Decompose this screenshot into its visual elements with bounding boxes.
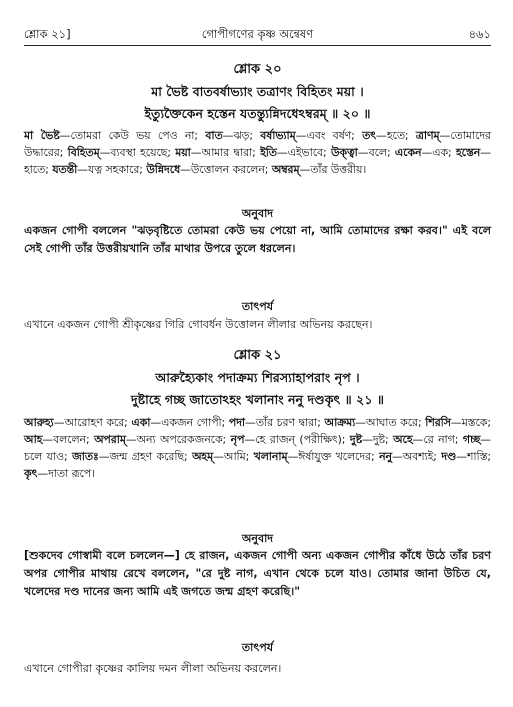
synonym-meaning: —ঈর্ষাযুক্ত খলেদের;: [287, 450, 380, 463]
header-verse-ref: শ্লোক ২১]: [24, 27, 71, 41]
synonym-meaning: —হে রাজন্ (পরীক্ষিৎ);: [244, 433, 350, 446]
synonym-meaning: —ঝড়;: [222, 129, 261, 142]
synonym-meaning: —এবং বর্ষণ;: [295, 129, 363, 142]
synonym-meaning: —বলে;: [357, 146, 395, 159]
verse-21-purport: এখানে গোপীরা কৃষ্ণের কালিয় দমন লীলা অভিনয় করলেন।: [24, 662, 282, 675]
synonym-term: শিরসি: [425, 416, 451, 429]
synonym-term: নৃপ: [230, 433, 245, 446]
synonym-term: উক্ত্বা: [331, 146, 358, 159]
verse-20-purport: এখানে একজন গোপী শ্রীকৃষ্ণের গিরি গোবর্ধন উত্তোলন লীলার অভিনয় করছেন।: [24, 318, 373, 331]
synonym-term: তৎ: [362, 129, 377, 142]
synonym-meaning: —তাঁর উত্তরীয়।: [299, 163, 367, 176]
verse-21-synonyms: [24, 414, 491, 482]
verse-21-title: শ্লোক ২১: [233, 348, 282, 363]
synonym-term: উন্নিদধে: [146, 163, 181, 176]
synonym-term: অহম্: [192, 450, 214, 463]
synonym-term: আক্রম্য: [324, 416, 356, 429]
synonym-meaning: —ব্যবস্থা হয়েছে;: [99, 146, 176, 159]
synonym-meaning: —আঘাত করে;: [355, 416, 426, 429]
synonym-term: বিহিতম্: [67, 146, 100, 159]
synonym-term: মা ভৈষ্ট: [24, 129, 60, 142]
synonym-term: বাত: [205, 129, 223, 142]
synonym-term: যতন্তী: [52, 163, 78, 176]
synonym-meaning: —অবশ্যই;: [391, 450, 442, 463]
verse-21-purport-heading: তাৎপর্য: [241, 641, 274, 654]
synonym-term: একেন: [394, 146, 422, 159]
page-number: ৪৬১: [468, 27, 491, 41]
verse-20-line-1: মা ভৈষ্ট বাতবর্ষাভ্যাং তত্রাণং বিহিতং ময়া ।: [151, 84, 364, 99]
synonym-meaning: —হতে;: [376, 129, 416, 142]
synonym-term: বর্ষাভ্যাম্: [260, 129, 296, 142]
synonym-term: আহ: [24, 433, 43, 446]
synonym-term: দুষ্ট: [349, 433, 363, 446]
synonym-term: ইতি: [260, 146, 277, 159]
synonym-meaning: —শাস্তি;: [456, 450, 492, 463]
verse-20-title: শ্লোক ২০: [233, 62, 282, 77]
synonym-meaning: —অন্য অপরেকজনকে;: [125, 433, 231, 446]
verse-20-translation-heading: অনুবাদ: [241, 207, 274, 220]
synonym-term: ত্রাণম্: [415, 129, 440, 142]
synonym-meaning: —চলে যাও;: [24, 433, 491, 463]
synonym-term: অহে: [393, 433, 413, 446]
synonym-meaning: —আরোহণ করে;: [53, 416, 132, 429]
synonym-term: খলানাম্: [253, 450, 288, 463]
synonym-term: ময়া: [175, 146, 191, 159]
synonym-term: পদা: [228, 416, 246, 429]
synonym-meaning: —একজন গোপী;: [150, 416, 229, 429]
synonym-meaning: —জন্ম গ্রহণ করেছি;: [98, 450, 193, 463]
synonym-term: আরুহ্য: [24, 416, 54, 429]
header-rule: [24, 45, 491, 46]
synonym-term: হস্তেন: [455, 146, 481, 159]
synonym-term: কৃৎ: [24, 467, 38, 480]
header-chapter-title: গোপীগণের কৃষ্ণ অন্বেষণ: [201, 27, 314, 41]
verse-21-translation: [শুকদেব গোস্বামী বলে চললেন—] হে রাজন, একজন গোপী অন্য একজন গোপীর কাঁধে উঠে তাঁর চরণ অপর গোপীর মাথায় রেখে বললেন, "রে দুষ্ট নাগ, এখান থেকে চলে যাও। তোমার জানা উচিত যে, খলেদের দণ্ড দানের জন্য আমি এই জগতে জন্ম গ্রহণ করেছি।": [24, 549, 491, 598]
synonym-meaning: —মস্তকে;: [450, 416, 491, 429]
verse-21-line-1: আরুহ্যৈকাং পদাক্রম্য শিরস্যাহাপরাং নৃপ ।: [155, 370, 360, 385]
synonym-meaning: —দুষ্ট;: [362, 433, 394, 446]
synonym-meaning: —রে নাগ;: [412, 433, 463, 446]
synonym-term: অপরাম্: [94, 433, 126, 446]
synonym-meaning: —দাতা রূপে।: [37, 467, 95, 480]
synonym-meaning: —আমার দ্বারা;: [190, 146, 261, 159]
synonym-meaning: —আমি;: [213, 450, 254, 463]
synonym-meaning: —উত্তোলন করলেন;: [180, 163, 272, 176]
verse-20-translation: একজন গোপী বললেন "ঝড়বৃষ্টিতে তোমরা কেউ ভয় পেয়ো না, আমি তোমাদের রক্ষা করব।" এই বলে সেই গোপী তাঁর উত্তরীয়খানি তাঁর মাথার উপরে তুলে ধরলেন।: [24, 224, 491, 255]
verse-21-translation-heading: অনুবাদ: [241, 532, 274, 545]
synonym-meaning: —এইভাবে;: [276, 146, 331, 159]
synonym-meaning: —তাঁর চরণ দ্বারা;: [245, 416, 325, 429]
synonym-meaning: —এক;: [421, 146, 456, 159]
verse-20-synonyms: [24, 127, 491, 178]
synonym-meaning: —বললেন;: [42, 433, 95, 446]
synonym-term: দণ্ড: [441, 450, 457, 463]
synonym-term: অম্বরম্: [271, 163, 300, 176]
verse-21-line-2: দুষ্টাহে গচ্ছ জাতোঽহং খলানাং ননু দণ্ডকৃৎ ॥ ২১ ॥: [130, 392, 385, 407]
synonym-meaning: —তোমাদের উদ্ধারের;: [24, 129, 491, 159]
running-header: [24, 26, 491, 45]
synonym-meaning: —তোমরা কেউ ভয় পেও না;: [59, 129, 206, 142]
synonym-term: গচ্ছ: [462, 433, 481, 446]
synonym-meaning: —হাতে;: [24, 146, 491, 176]
synonym-term: একা: [131, 416, 151, 429]
synonym-term: জাতঃ: [72, 450, 99, 463]
verse-20-line-2: ইত্যুক্তৈকেন হস্তেন যতন্ত্যুন্নিদধেঽম্বরম্ ॥ ২০ ॥: [144, 106, 371, 121]
verse-20-purport-heading: তাৎপর্য: [241, 300, 274, 313]
synonym-meaning: —যত্ন সহকারে;: [77, 163, 147, 176]
synonym-term: ননু: [379, 450, 392, 463]
